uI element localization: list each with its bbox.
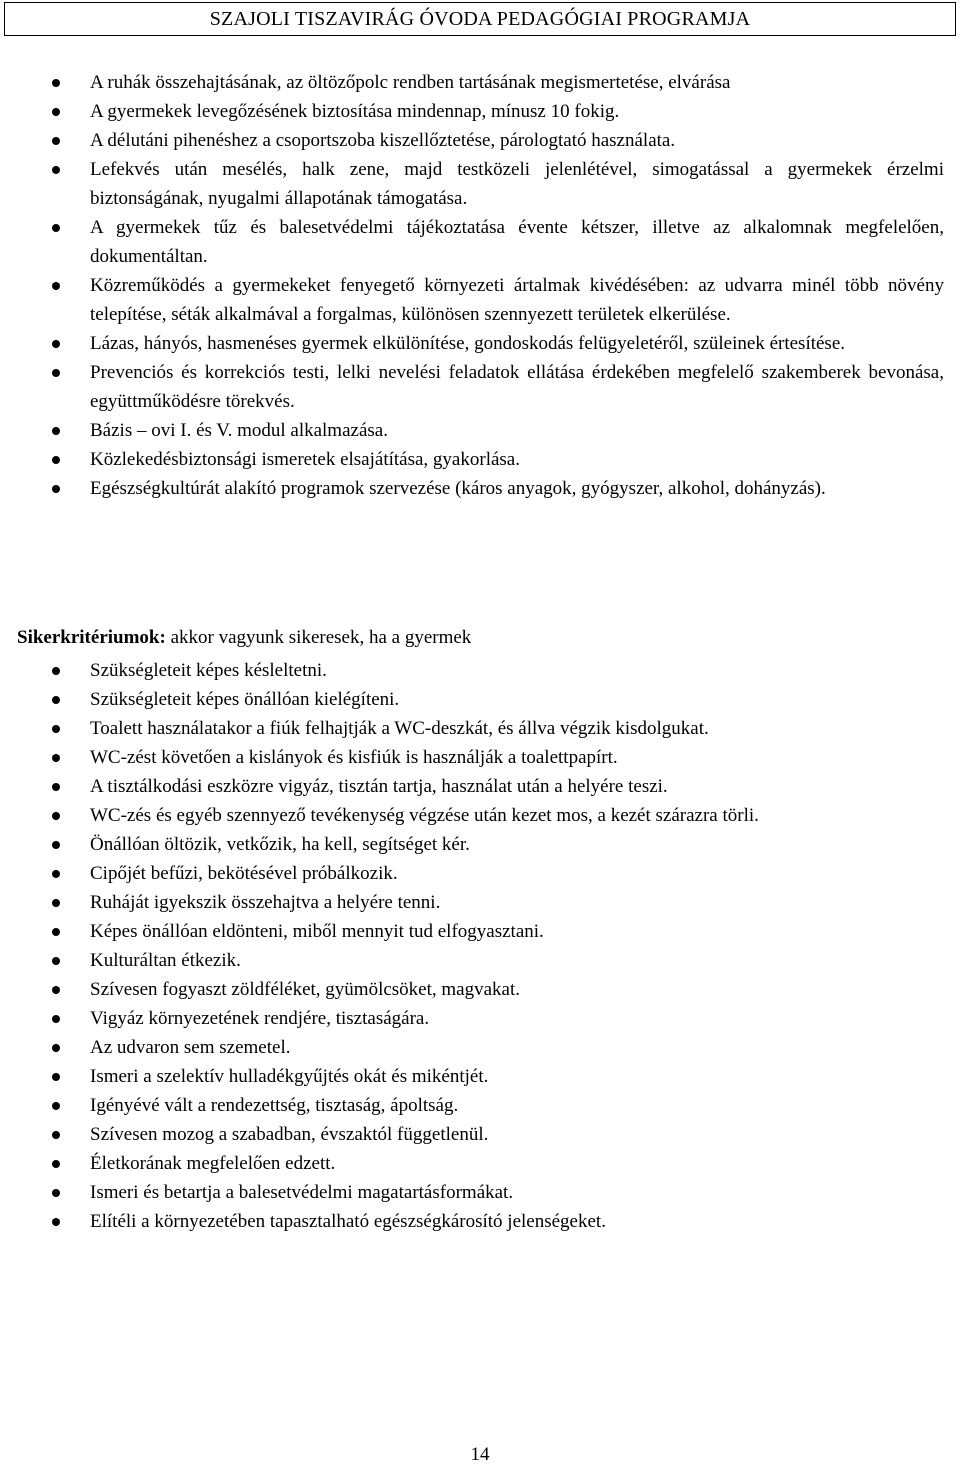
criteria-item — [0, 1004, 960, 1033]
list-item-text: Elítéli a környezetében tapasztalható egészségkárosító jelenségeket. — [90, 1211, 606, 1232]
success-criteria-intro: akkor vagyunk sikeresek, ha a gyermek — [165, 627, 472, 648]
list-item-text: Lefekvés után mesélés, halk zene, majd testközeli jelenlétével, simogatással a gyermekek érzelmi biztonságának, nyugalmi állapotának támogatása. — [90, 159, 944, 209]
bullet-icon — [52, 957, 60, 965]
bullet-icon — [52, 1044, 60, 1052]
bullet-icon — [52, 1015, 60, 1023]
list-item-text: WC-zést követően a kislányok és kisfiúk is használják a toalettpapírt. — [90, 747, 618, 768]
criteria-item — [0, 830, 960, 859]
list-item — [0, 213, 960, 271]
bullet-icon — [52, 456, 60, 464]
criteria-item — [0, 975, 960, 1004]
bullet-icon — [52, 340, 60, 348]
criteria-item — [0, 888, 960, 917]
bullet-icon — [52, 1189, 60, 1197]
list-item-text: Egészségkultúrát alakító programok szervezése (káros anyagok, gyógyszer, alkohol, dohányzás). — [90, 478, 826, 499]
bullet-icon — [52, 79, 60, 87]
list-item-text: Közreműködés a gyermekeket fenyegető környezeti ártalmak kivédésében: az udvarra minél több növény telepítése, séták alkalmával a forgalmas, különösen szennyezett területek elkerülése. — [90, 275, 944, 325]
list-item-text: Szívesen fogyaszt zöldféléket, gyümölcsöket, magvakat. — [90, 979, 521, 1000]
criteria-item — [0, 685, 960, 714]
criteria-item — [0, 714, 960, 743]
bullet-icon — [52, 137, 60, 145]
list-item-text: Kulturáltan étkezik. — [90, 950, 241, 971]
criteria-item — [0, 1178, 960, 1207]
bullet-icon — [52, 725, 60, 733]
bullet-icon — [52, 224, 60, 232]
list-item — [0, 126, 960, 155]
criteria-item — [0, 1149, 960, 1178]
list-item-text: Lázas, hányós, hasmenéses gyermek elkülönítése, gondoskodás felügyeletéről, szüleinek értesítése. — [90, 333, 846, 354]
list-item — [0, 329, 960, 358]
criteria-item — [0, 859, 960, 888]
bullet-icon — [52, 282, 60, 290]
bullet-icon — [52, 841, 60, 849]
list-item-text: Az udvaron sem szemetel. — [90, 1037, 291, 1058]
bullet-icon — [52, 812, 60, 820]
bullet-icon — [52, 369, 60, 377]
bullet-icon — [52, 1160, 60, 1168]
list-item-text: Szükségleteit képes késleltetni. — [90, 660, 327, 681]
bullet-icon — [52, 485, 60, 493]
hygiene-tasks-list — [0, 68, 960, 503]
list-item-text: A tisztálkodási eszközre vigyáz, tisztán tartja, használat után a helyére teszi. — [90, 776, 668, 797]
list-item-text: Bázis – ovi I. és V. modul alkalmazása. — [90, 420, 388, 441]
bullet-icon — [52, 783, 60, 791]
list-item-text: Cipőjét befűzi, bekötésével próbálkozik. — [90, 863, 398, 884]
list-item-text: Önállóan öltözik, vetkőzik, ha kell, segítséget kér. — [90, 834, 470, 855]
bullet-icon — [52, 696, 60, 704]
bullet-icon — [52, 986, 60, 994]
bullet-icon — [52, 427, 60, 435]
criteria-item — [0, 801, 960, 830]
success-criteria-label: Sikerkritériumok: — [17, 627, 166, 648]
criteria-item — [0, 656, 960, 685]
list-item-text: Közlekedésbiztonsági ismeretek elsajátítása, gyakorlása. — [90, 449, 520, 470]
list-item-text: Szükségleteit képes önállóan kielégíteni. — [90, 689, 400, 710]
criteria-item — [0, 1120, 960, 1149]
criteria-item — [0, 743, 960, 772]
list-item — [0, 97, 960, 126]
success-criteria-list — [0, 656, 960, 1236]
list-item-text: A ruhák összehajtásának, az öltözőpolc rendben tartásának megismertetése, elvárása — [90, 72, 731, 93]
list-item-text: Ruháját igyekszik összehajtva a helyére tenni. — [90, 892, 441, 913]
bullet-icon — [52, 870, 60, 878]
list-item — [0, 271, 960, 329]
bullet-icon — [52, 928, 60, 936]
bullet-icon — [52, 108, 60, 116]
list-item — [0, 416, 960, 445]
list-item-text: Életkorának megfelelően edzett. — [90, 1153, 336, 1174]
criteria-item — [0, 917, 960, 946]
list-item-text: A gyermekek tűz és balesetvédelmi tájékoztatása évente kétszer, illetve az alkalomnak megfelelően, dokumentáltan. — [90, 217, 944, 267]
list-item-text: WC-zés és egyéb szennyező tevékenység végzése után kezet mos, a kezét szárazra törli. — [90, 805, 759, 826]
criteria-item — [0, 1033, 960, 1062]
bullet-icon — [52, 166, 60, 174]
criteria-item — [0, 1062, 960, 1091]
list-item-text: A gyermekek levegőzésének biztosítása mindennap, mínusz 10 fokig. — [90, 101, 620, 122]
list-item-text: Ismeri a szelektív hulladékgyűjtés okát és mikéntjét. — [90, 1066, 489, 1087]
criteria-item — [0, 772, 960, 801]
bullet-icon — [52, 1131, 60, 1139]
list-item-text: Prevenciós és korrekciós testi, lelki nevelési feladatok ellátása érdekében megfelelő szakemberek bevonása, együttműködésre törekvés. — [90, 362, 944, 412]
list-item — [0, 474, 960, 503]
list-item-text: Vigyáz környezetének rendjére, tisztaságára. — [90, 1008, 430, 1029]
criteria-item — [0, 1207, 960, 1236]
list-item — [0, 68, 960, 97]
bullet-icon — [52, 1218, 60, 1226]
list-item — [0, 155, 960, 213]
bullet-icon — [52, 1073, 60, 1081]
bullet-icon — [52, 899, 60, 907]
list-item — [0, 445, 960, 474]
list-item-text: Ismeri és betartja a balesetvédelmi magatartásformákat. — [90, 1182, 514, 1203]
list-item-text: Igényévé vált a rendezettség, tisztaság, ápoltság. — [90, 1095, 459, 1116]
bullet-icon — [52, 1102, 60, 1110]
list-item-text: Toalett használatakor a fiúk felhajtják a WC-deszkát, és állva végzik kisdolgukat. — [90, 718, 709, 739]
criteria-item — [0, 946, 960, 975]
success-criteria-heading — [17, 623, 471, 652]
criteria-item — [0, 1091, 960, 1120]
document-header: SZAJOLI TISZAVIRÁG ÓVODA PEDAGÓGIAI PROGRAMJA — [4, 2, 956, 36]
list-item — [0, 358, 960, 416]
bullet-icon — [52, 667, 60, 675]
list-item-text: Képes önállóan eldönteni, miből mennyit tud elfogyasztani. — [90, 921, 544, 942]
list-item-text: A délutáni pihenéshez a csoportszoba kiszellőztetése, párologtató használata. — [90, 130, 676, 151]
list-item-text: Szívesen mozog a szabadban, évszaktól függetlenül. — [90, 1124, 489, 1145]
bullet-icon — [52, 754, 60, 762]
page-number: 14 — [470, 1444, 490, 1465]
